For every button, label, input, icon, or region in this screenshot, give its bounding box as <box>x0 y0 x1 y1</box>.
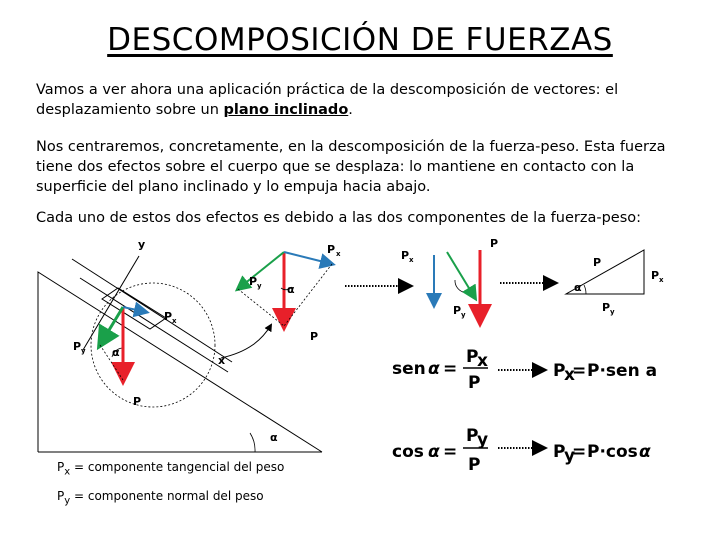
svg-text:x: x <box>564 365 575 385</box>
weight-paragraph: Nos centraremos, concretamente, en la descomposición de la fuerza-peso. Esta fuerza tiene dos efectos sobre el cuerpo que se desplaza: lo mantiene en contacto con la superficie del plano inclinado y lo empuja hacia abajo. <box>36 139 666 195</box>
svg-text:α: α <box>428 442 440 462</box>
x-axis-label: x <box>218 354 226 367</box>
svg-text:x: x <box>477 351 488 371</box>
svg-text:α: α <box>639 442 651 462</box>
py-label-left: P <box>73 340 82 353</box>
svg-text:cos: cos <box>392 442 424 462</box>
normal-component-vector <box>100 307 123 345</box>
py-label-1: P <box>249 275 258 288</box>
legend-normal: $P_y$ = componente normal del peso <box>57 489 264 507</box>
px-label-1: P <box>327 243 336 256</box>
page-title: DESCOMPOSICIÓN DE FUERZAS <box>107 22 613 58</box>
px-label-left: P <box>164 310 173 323</box>
svg-text:α: α <box>270 431 278 444</box>
svg-text:x: x <box>336 250 341 258</box>
svg-text:=: = <box>572 442 587 462</box>
svg-text:P: P <box>468 455 481 475</box>
svg-text:P: P <box>466 347 479 367</box>
svg-text:P·cos: P·cos <box>587 442 638 462</box>
components-paragraph: Cada uno de estos dos efectos es debido a las dos componentes de la fuerza-peso: <box>36 210 642 226</box>
svg-text:y: y <box>610 308 615 316</box>
py-label-2: P <box>453 304 462 317</box>
formula-sen <box>392 347 657 393</box>
px-label-2: P <box>401 249 410 262</box>
p-label-left: P <box>133 395 142 408</box>
curved-arrow <box>221 325 271 358</box>
svg-text:α: α <box>574 281 582 294</box>
y-axis-label: y <box>138 238 146 251</box>
svg-text:P·sen a: P·sen a <box>587 361 658 381</box>
svg-text:y: y <box>564 446 576 466</box>
intro-end: . <box>348 102 353 118</box>
svg-text:α: α <box>112 346 120 359</box>
svg-text:x: x <box>172 317 177 325</box>
inclined-plane-link[interactable]: plano inclinado <box>223 102 349 118</box>
px-label-tri: P <box>651 269 660 282</box>
svg-text:=: = <box>572 361 587 381</box>
svg-text:α: α <box>428 359 440 379</box>
left-vectors <box>100 307 146 380</box>
svg-text:y: y <box>257 282 262 290</box>
svg-text:y: y <box>461 311 466 319</box>
svg-text:P: P <box>553 361 566 381</box>
intro-text: Vamos a ver ahora una aplicación práctica de la descomposición de vectores: el desplazamiento sobre un <box>36 82 619 118</box>
formula-cos <box>392 426 651 475</box>
legend-tangential: $P_x$ = componente tangencial del peso <box>57 460 285 478</box>
p-label-1: P <box>310 330 319 343</box>
svg-text:y: y <box>81 347 86 355</box>
py-label-tri: P <box>602 301 611 314</box>
p-label-2: P <box>490 237 499 250</box>
svg-text:x: x <box>659 276 664 284</box>
tangential-component-vector <box>123 307 146 312</box>
svg-text:=: = <box>443 359 458 379</box>
svg-text:y: y <box>477 430 489 450</box>
svg-text:P: P <box>468 373 481 393</box>
svg-text:=: = <box>443 442 458 462</box>
svg-text:sen: sen <box>392 359 426 379</box>
svg-text:P: P <box>466 426 479 446</box>
svg-text:α: α <box>287 283 295 296</box>
svg-text:P: P <box>553 442 566 462</box>
diagram-labels <box>73 237 664 444</box>
svg-text:x: x <box>409 256 414 264</box>
vector-triangle-1 <box>238 252 332 326</box>
p-label-tri: P <box>593 256 602 269</box>
